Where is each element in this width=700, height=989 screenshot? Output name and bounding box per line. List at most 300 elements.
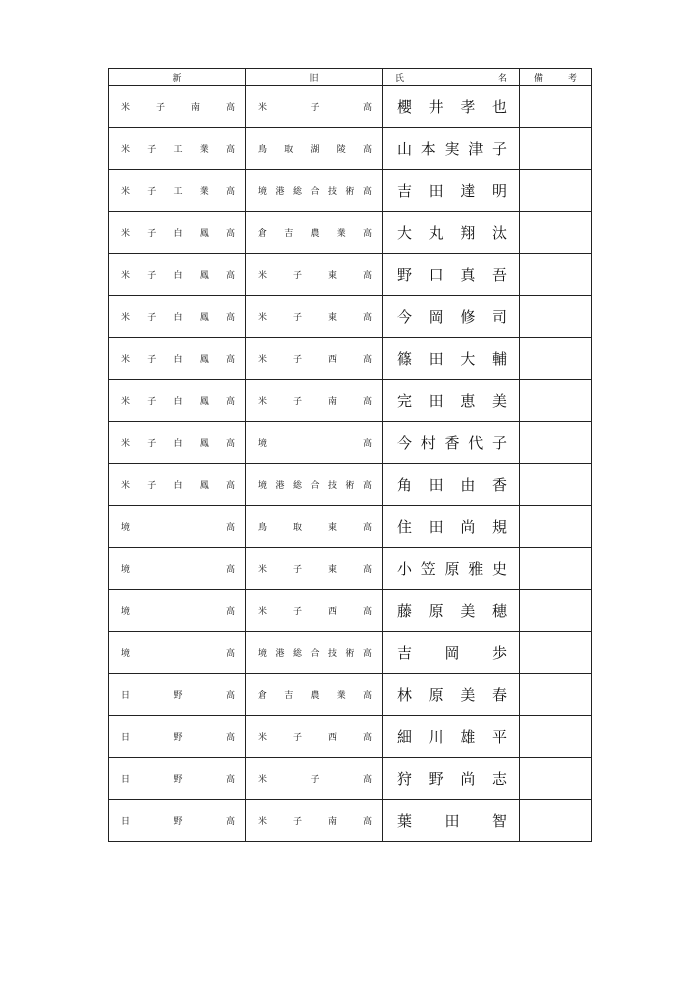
name-cell-text xyxy=(383,390,519,411)
name-cell-text xyxy=(383,96,519,117)
name-char: 岡 xyxy=(444,644,460,662)
old-school-char: 総 xyxy=(292,187,302,197)
new-school-char: 野 xyxy=(173,733,183,743)
new-school-cell xyxy=(109,716,246,758)
new-school-char: 鳳 xyxy=(199,397,209,407)
name-char: 達 xyxy=(460,182,476,200)
table-row xyxy=(109,632,592,674)
new-school-char: 境 xyxy=(121,565,131,575)
old-school-char: 高 xyxy=(362,733,372,743)
name-char: 吉 xyxy=(397,644,413,662)
old-school-cell xyxy=(246,506,383,548)
name-cell-text xyxy=(383,180,519,201)
new-school-char: 米 xyxy=(121,103,131,113)
table-row xyxy=(109,548,592,590)
note-cell xyxy=(520,338,592,380)
new-school-char: 高 xyxy=(225,355,235,365)
new-school-cell xyxy=(109,632,246,674)
note-cell xyxy=(520,128,592,170)
new-school-char: 子 xyxy=(147,229,157,239)
new-school-char: 白 xyxy=(173,355,183,365)
old-school-char: 高 xyxy=(362,313,372,323)
new-school-char: 高 xyxy=(225,313,235,323)
old-school-char: 子 xyxy=(310,775,320,785)
name-char: 香 xyxy=(444,434,460,452)
old-school-char: 港 xyxy=(275,481,285,491)
new-school-cell xyxy=(109,506,246,548)
name-cell xyxy=(383,548,520,590)
old-school-char: 子 xyxy=(292,565,302,575)
name-char: 平 xyxy=(491,728,507,746)
name-cell xyxy=(383,296,520,338)
name-char: 汰 xyxy=(491,224,507,242)
header-old-label: 旧 xyxy=(309,73,319,84)
name-char: 林 xyxy=(397,686,413,704)
old-school-char: 鳥 xyxy=(258,145,268,155)
old-school-cell xyxy=(246,674,383,716)
new-school-char: 子 xyxy=(147,145,157,155)
note-cell xyxy=(520,758,592,800)
new-school-cell-text xyxy=(109,520,245,533)
name-char: 藤 xyxy=(397,602,413,620)
old-school-cell xyxy=(246,254,383,296)
name-char: 史 xyxy=(491,560,507,578)
new-school-char: 米 xyxy=(121,355,131,365)
name-cell xyxy=(383,716,520,758)
table-row xyxy=(109,674,592,716)
new-school-cell-text xyxy=(109,730,245,743)
old-school-char: 高 xyxy=(362,649,372,659)
name-cell xyxy=(383,464,520,506)
new-school-char: 日 xyxy=(121,775,131,785)
old-school-char: 合 xyxy=(310,481,320,491)
new-school-cell-text xyxy=(109,184,245,197)
new-school-cell-text xyxy=(109,352,245,365)
old-school-char: 総 xyxy=(292,481,302,491)
new-school-char: 白 xyxy=(173,439,183,449)
new-school-char: 鳳 xyxy=(199,271,209,281)
old-school-char: 米 xyxy=(258,355,268,365)
name-char: 香 xyxy=(491,476,507,494)
old-school-char: 東 xyxy=(327,523,337,533)
old-school-cell-text xyxy=(246,352,382,365)
name-cell xyxy=(383,632,520,674)
new-school-char: 工 xyxy=(173,145,183,155)
old-school-char: 米 xyxy=(258,313,268,323)
name-char: 村 xyxy=(420,434,436,452)
new-school-char: 日 xyxy=(121,733,131,743)
old-school-cell-text xyxy=(246,394,382,407)
name-char: 恵 xyxy=(460,392,476,410)
old-school-char: 高 xyxy=(362,229,372,239)
note-cell xyxy=(520,86,592,128)
note-cell xyxy=(520,590,592,632)
new-school-char: 野 xyxy=(173,817,183,827)
old-school-char: 境 xyxy=(258,481,268,491)
old-school-cell-text xyxy=(246,730,382,743)
new-school-char: 高 xyxy=(225,817,235,827)
table-row xyxy=(109,338,592,380)
note-cell xyxy=(520,506,592,548)
name-char: 本 xyxy=(420,140,436,158)
name-char: 尚 xyxy=(460,770,476,788)
old-school-char: 高 xyxy=(362,355,372,365)
table-row xyxy=(109,380,592,422)
new-school-char: 野 xyxy=(173,775,183,785)
name-char: 大 xyxy=(460,350,476,368)
old-school-char: 子 xyxy=(292,313,302,323)
name-cell-text xyxy=(383,516,519,537)
old-school-char: 西 xyxy=(327,607,337,617)
old-school-cell xyxy=(246,296,383,338)
note-cell xyxy=(520,548,592,590)
old-school-cell xyxy=(246,170,383,212)
old-school-char: 高 xyxy=(362,103,372,113)
new-school-char: 子 xyxy=(147,271,157,281)
old-school-char: 術 xyxy=(345,187,355,197)
name-char: 也 xyxy=(491,98,507,116)
new-school-char: 野 xyxy=(173,691,183,701)
name-char: 角 xyxy=(397,476,413,494)
new-school-char: 高 xyxy=(225,523,235,533)
new-school-cell xyxy=(109,170,246,212)
name-char: 修 xyxy=(460,308,476,326)
new-school-char: 高 xyxy=(225,691,235,701)
old-school-char: 米 xyxy=(258,733,268,743)
new-school-char: 高 xyxy=(225,187,235,197)
note-cell xyxy=(520,716,592,758)
new-school-char: 白 xyxy=(173,397,183,407)
name-cell-text xyxy=(383,348,519,369)
old-school-char: 高 xyxy=(362,271,372,281)
new-school-char: 白 xyxy=(173,271,183,281)
name-char: 子 xyxy=(491,140,507,158)
new-school-cell-text xyxy=(109,268,245,281)
new-school-cell-text xyxy=(109,226,245,239)
new-school-char: 子 xyxy=(147,397,157,407)
old-school-char: 術 xyxy=(345,649,355,659)
old-school-char: 合 xyxy=(310,187,320,197)
old-school-char: 技 xyxy=(327,649,337,659)
name-char: 雄 xyxy=(460,728,476,746)
name-char: 櫻 xyxy=(397,98,413,116)
old-school-char: 業 xyxy=(336,229,346,239)
new-school-char: 高 xyxy=(225,565,235,575)
old-school-char: 高 xyxy=(362,397,372,407)
old-school-cell xyxy=(246,128,383,170)
name-cell xyxy=(383,212,520,254)
note-cell xyxy=(520,254,592,296)
name-char: 笠 xyxy=(420,560,436,578)
table-row xyxy=(109,464,592,506)
old-school-cell-text xyxy=(246,772,382,785)
new-school-char: 子 xyxy=(147,355,157,365)
new-school-char: 子 xyxy=(147,187,157,197)
header-note-left: 備 xyxy=(534,73,544,84)
old-school-cell-text xyxy=(246,646,382,659)
header-new xyxy=(109,69,246,86)
new-school-char: 米 xyxy=(121,439,131,449)
header-note-right: 考 xyxy=(567,73,577,84)
old-school-char: 高 xyxy=(362,817,372,827)
new-school-char: 白 xyxy=(173,313,183,323)
old-school-cell xyxy=(246,380,383,422)
table-row xyxy=(109,716,592,758)
name-char: 孝 xyxy=(460,98,476,116)
new-school-cell-text xyxy=(109,772,245,785)
old-school-char: 高 xyxy=(362,187,372,197)
old-school-char: 高 xyxy=(362,691,372,701)
old-school-cell-text xyxy=(246,814,382,827)
name-char: 歩 xyxy=(491,644,507,662)
old-school-char: 取 xyxy=(292,523,302,533)
old-school-cell xyxy=(246,86,383,128)
name-cell xyxy=(383,800,520,842)
old-school-char: 東 xyxy=(327,271,337,281)
name-char: 田 xyxy=(428,476,444,494)
name-cell-text xyxy=(383,726,519,747)
name-char: 原 xyxy=(428,602,444,620)
old-school-char: 境 xyxy=(258,649,268,659)
note-cell xyxy=(520,296,592,338)
old-school-char: 米 xyxy=(258,103,268,113)
new-school-char: 高 xyxy=(225,649,235,659)
name-cell xyxy=(383,338,520,380)
new-school-cell xyxy=(109,674,246,716)
header-note xyxy=(520,69,592,86)
new-school-cell xyxy=(109,86,246,128)
old-school-char: 子 xyxy=(292,397,302,407)
old-school-char: 術 xyxy=(345,481,355,491)
new-school-cell-text xyxy=(109,688,245,701)
old-school-char: 取 xyxy=(284,145,294,155)
new-school-char: 境 xyxy=(121,607,131,617)
new-school-char: 米 xyxy=(121,397,131,407)
name-char: 狩 xyxy=(397,770,413,788)
table-header xyxy=(109,69,592,86)
name-char: 丸 xyxy=(428,224,444,242)
old-school-char: 東 xyxy=(327,565,337,575)
new-school-char: 日 xyxy=(121,691,131,701)
new-school-char: 鳳 xyxy=(199,313,209,323)
name-cell xyxy=(383,422,520,464)
new-school-char: 米 xyxy=(121,481,131,491)
old-school-char: 港 xyxy=(275,187,285,197)
new-school-cell xyxy=(109,758,246,800)
table-row xyxy=(109,254,592,296)
old-school-cell xyxy=(246,758,383,800)
new-school-char: 鳳 xyxy=(199,439,209,449)
name-char: 原 xyxy=(428,686,444,704)
name-char: 由 xyxy=(460,476,476,494)
note-cell xyxy=(520,212,592,254)
name-cell xyxy=(383,254,520,296)
header-name-left: 氏 xyxy=(395,73,405,84)
name-char: 原 xyxy=(444,560,460,578)
new-school-char: 高 xyxy=(225,145,235,155)
new-school-char: 高 xyxy=(225,775,235,785)
new-school-char: 米 xyxy=(121,271,131,281)
name-cell xyxy=(383,170,520,212)
old-school-cell-text xyxy=(246,688,382,701)
old-school-cell xyxy=(246,548,383,590)
name-char: 田 xyxy=(428,518,444,536)
new-school-char: 米 xyxy=(121,313,131,323)
name-char: 田 xyxy=(428,350,444,368)
old-school-char: 農 xyxy=(310,229,320,239)
note-cell xyxy=(520,464,592,506)
header-name xyxy=(383,69,520,86)
new-school-cell xyxy=(109,548,246,590)
old-school-cell-text xyxy=(246,268,382,281)
old-school-char: 倉 xyxy=(258,229,268,239)
new-school-char: 子 xyxy=(147,313,157,323)
name-char: 司 xyxy=(491,308,507,326)
name-cell-text xyxy=(383,684,519,705)
new-school-char: 高 xyxy=(225,103,235,113)
table-row xyxy=(109,506,592,548)
new-school-cell-text xyxy=(109,814,245,827)
name-char: 細 xyxy=(397,728,413,746)
new-school-char: 白 xyxy=(173,481,183,491)
name-char: 篠 xyxy=(397,350,413,368)
name-cell xyxy=(383,380,520,422)
old-school-cell xyxy=(246,212,383,254)
name-cell xyxy=(383,674,520,716)
table-row xyxy=(109,758,592,800)
new-school-cell-text xyxy=(109,646,245,659)
name-char: 尚 xyxy=(460,518,476,536)
old-school-char: 総 xyxy=(292,649,302,659)
new-school-char: 高 xyxy=(225,397,235,407)
name-char: 雅 xyxy=(468,560,484,578)
personnel-table xyxy=(108,68,592,842)
table-row xyxy=(109,212,592,254)
old-school-char: 子 xyxy=(292,355,302,365)
old-school-char: 米 xyxy=(258,817,268,827)
table-row xyxy=(109,296,592,338)
new-school-char: 境 xyxy=(121,523,131,533)
name-cell-text xyxy=(383,642,519,663)
header-old xyxy=(246,69,383,86)
old-school-cell-text xyxy=(246,520,382,533)
old-school-char: 高 xyxy=(362,145,372,155)
header-new-label: 新 xyxy=(172,73,182,84)
new-school-cell-text xyxy=(109,604,245,617)
name-char: 翔 xyxy=(460,224,476,242)
name-char: 明 xyxy=(491,182,507,200)
name-char: 完 xyxy=(397,392,413,410)
old-school-char: 湖 xyxy=(310,145,320,155)
note-cell xyxy=(520,422,592,464)
name-cell xyxy=(383,86,520,128)
name-char: 吾 xyxy=(491,266,507,284)
header-row xyxy=(109,69,592,86)
old-school-cell xyxy=(246,464,383,506)
old-school-cell xyxy=(246,338,383,380)
old-school-char: 境 xyxy=(258,187,268,197)
old-school-char: 東 xyxy=(327,313,337,323)
name-cell-text xyxy=(383,768,519,789)
old-school-char: 高 xyxy=(362,775,372,785)
name-cell xyxy=(383,590,520,632)
old-school-cell xyxy=(246,632,383,674)
old-school-char: 子 xyxy=(292,817,302,827)
new-school-cell-text xyxy=(109,100,245,113)
new-school-cell xyxy=(109,254,246,296)
name-cell-text xyxy=(383,264,519,285)
new-school-char: 子 xyxy=(147,481,157,491)
old-school-char: 米 xyxy=(258,775,268,785)
new-school-cell xyxy=(109,212,246,254)
name-cell-text xyxy=(383,138,519,159)
new-school-cell xyxy=(109,128,246,170)
old-school-char: 農 xyxy=(310,691,320,701)
new-school-char: 業 xyxy=(199,187,209,197)
old-school-cell xyxy=(246,590,383,632)
old-school-cell xyxy=(246,422,383,464)
old-school-cell-text xyxy=(246,100,382,113)
old-school-char: 合 xyxy=(310,649,320,659)
name-char: 智 xyxy=(491,812,507,830)
new-school-char: 米 xyxy=(121,229,131,239)
old-school-cell-text xyxy=(246,226,382,239)
table-row xyxy=(109,422,592,464)
old-school-char: 港 xyxy=(275,649,285,659)
name-char: 穂 xyxy=(491,602,507,620)
name-char: 美 xyxy=(460,686,476,704)
table-body xyxy=(109,86,592,842)
old-school-char: 境 xyxy=(258,439,268,449)
table-row xyxy=(109,800,592,842)
table-row xyxy=(109,86,592,128)
name-char: 輔 xyxy=(491,350,507,368)
name-cell-text xyxy=(383,306,519,327)
name-char: 小 xyxy=(397,560,413,578)
new-school-char: 高 xyxy=(225,733,235,743)
name-char: 田 xyxy=(444,812,460,830)
name-char: 志 xyxy=(491,770,507,788)
new-school-cell xyxy=(109,590,246,632)
name-char: 今 xyxy=(397,308,413,326)
name-char: 今 xyxy=(397,434,413,452)
new-school-char: 境 xyxy=(121,649,131,659)
name-char: 住 xyxy=(397,518,413,536)
name-char: 葉 xyxy=(397,812,413,830)
old-school-cell xyxy=(246,800,383,842)
old-school-char: 子 xyxy=(292,733,302,743)
name-char: 真 xyxy=(460,266,476,284)
note-cell xyxy=(520,632,592,674)
new-school-char: 高 xyxy=(225,229,235,239)
old-school-char: 高 xyxy=(362,523,372,533)
old-school-char: 南 xyxy=(327,817,337,827)
new-school-cell xyxy=(109,338,246,380)
old-school-char: 子 xyxy=(292,607,302,617)
old-school-char: 西 xyxy=(327,355,337,365)
old-school-char: 倉 xyxy=(258,691,268,701)
name-char: 子 xyxy=(491,434,507,452)
name-char: 実 xyxy=(444,140,460,158)
name-char: 津 xyxy=(468,140,484,158)
name-cell-text xyxy=(383,474,519,495)
new-school-char: 鳳 xyxy=(199,229,209,239)
old-school-char: 高 xyxy=(362,565,372,575)
old-school-char: 米 xyxy=(258,607,268,617)
new-school-cell-text xyxy=(109,142,245,155)
old-school-cell xyxy=(246,716,383,758)
old-school-char: 高 xyxy=(362,481,372,491)
